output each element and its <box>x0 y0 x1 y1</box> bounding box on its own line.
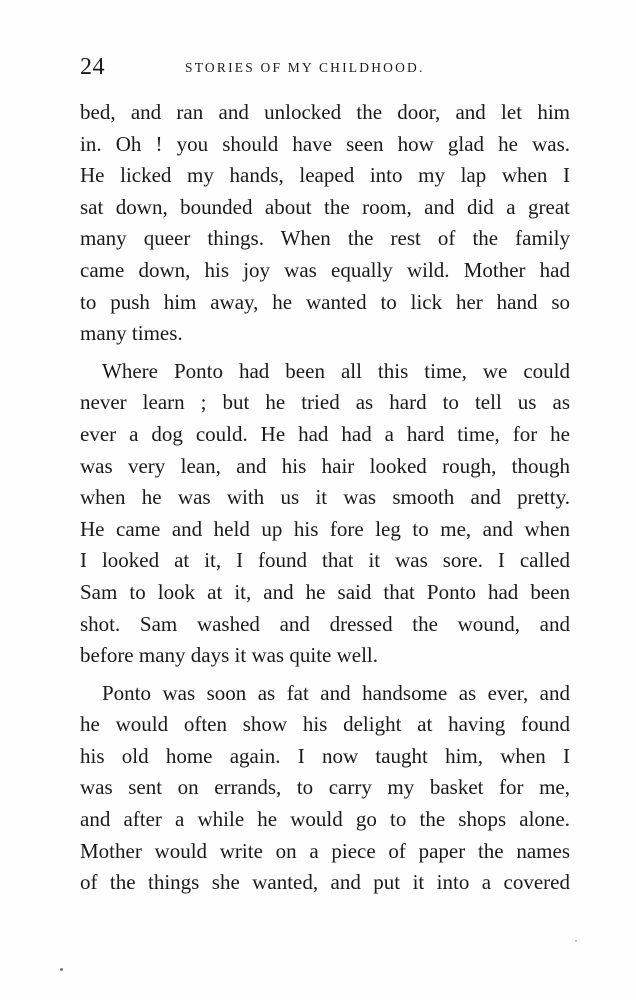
text-line: of the things she wanted, and put it into a covered <box>80 870 570 895</box>
paragraph <box>80 678 570 899</box>
text-line: and after a while he would go to the shops alone. <box>80 807 570 832</box>
text-line: He licked my hands, leaped into my lap when I <box>80 163 570 188</box>
text-line: Where Ponto had been all this time, we could <box>102 358 570 383</box>
running-head <box>80 52 570 82</box>
text-line: shot. Sam washed and dressed the wound, and <box>80 611 570 636</box>
text-line: when he was with us it was smooth and pretty. <box>80 485 570 510</box>
text-line: before many days it was quite well. <box>80 643 378 668</box>
text-line: his old home again. I now taught him, when I <box>80 743 570 768</box>
paragraph <box>80 356 570 672</box>
paper-speck <box>575 940 577 942</box>
text-line: sat down, bounded about the room, and did a great <box>80 194 570 219</box>
text-line: in. Oh ! you should have seen how glad he was. <box>80 131 570 156</box>
text-line: He came and held up his fore leg to me, and when <box>80 516 570 541</box>
text-line: Mother would write on a piece of paper the names <box>80 838 570 863</box>
text-line: I looked at it, I found that it was sore. I called <box>80 548 570 573</box>
text-line: was very lean, and his hair looked rough, though <box>80 453 570 478</box>
text-line: many queer things. When the rest of the family <box>80 226 570 251</box>
page-number: 24 <box>80 54 105 80</box>
text-line: ever a dog could. He had had a hard time, for he <box>80 421 570 446</box>
text-line: Sam to look at it, and he said that Ponto had been <box>80 579 570 604</box>
paragraph <box>80 97 570 350</box>
running-title: STORIES OF MY CHILDHOOD. <box>185 60 425 75</box>
text-line: never learn ; but he tried as hard to tell us as <box>80 390 570 415</box>
text-line: was sent on errands, to carry my basket for me, <box>80 775 570 800</box>
text-line: to push him away, he wanted to lick her hand so <box>80 289 570 314</box>
text-line: many times. <box>80 321 183 346</box>
text-line: he would often show his delight at having found <box>80 712 570 737</box>
body-text <box>80 97 570 899</box>
text-line: came down, his joy was equally wild. Mother had <box>80 257 570 282</box>
paper-speck <box>60 968 63 971</box>
text-line: Ponto was soon as fat and handsome as ever, and <box>102 680 570 705</box>
text-line: bed, and ran and unlocked the door, and let him <box>80 100 570 124</box>
